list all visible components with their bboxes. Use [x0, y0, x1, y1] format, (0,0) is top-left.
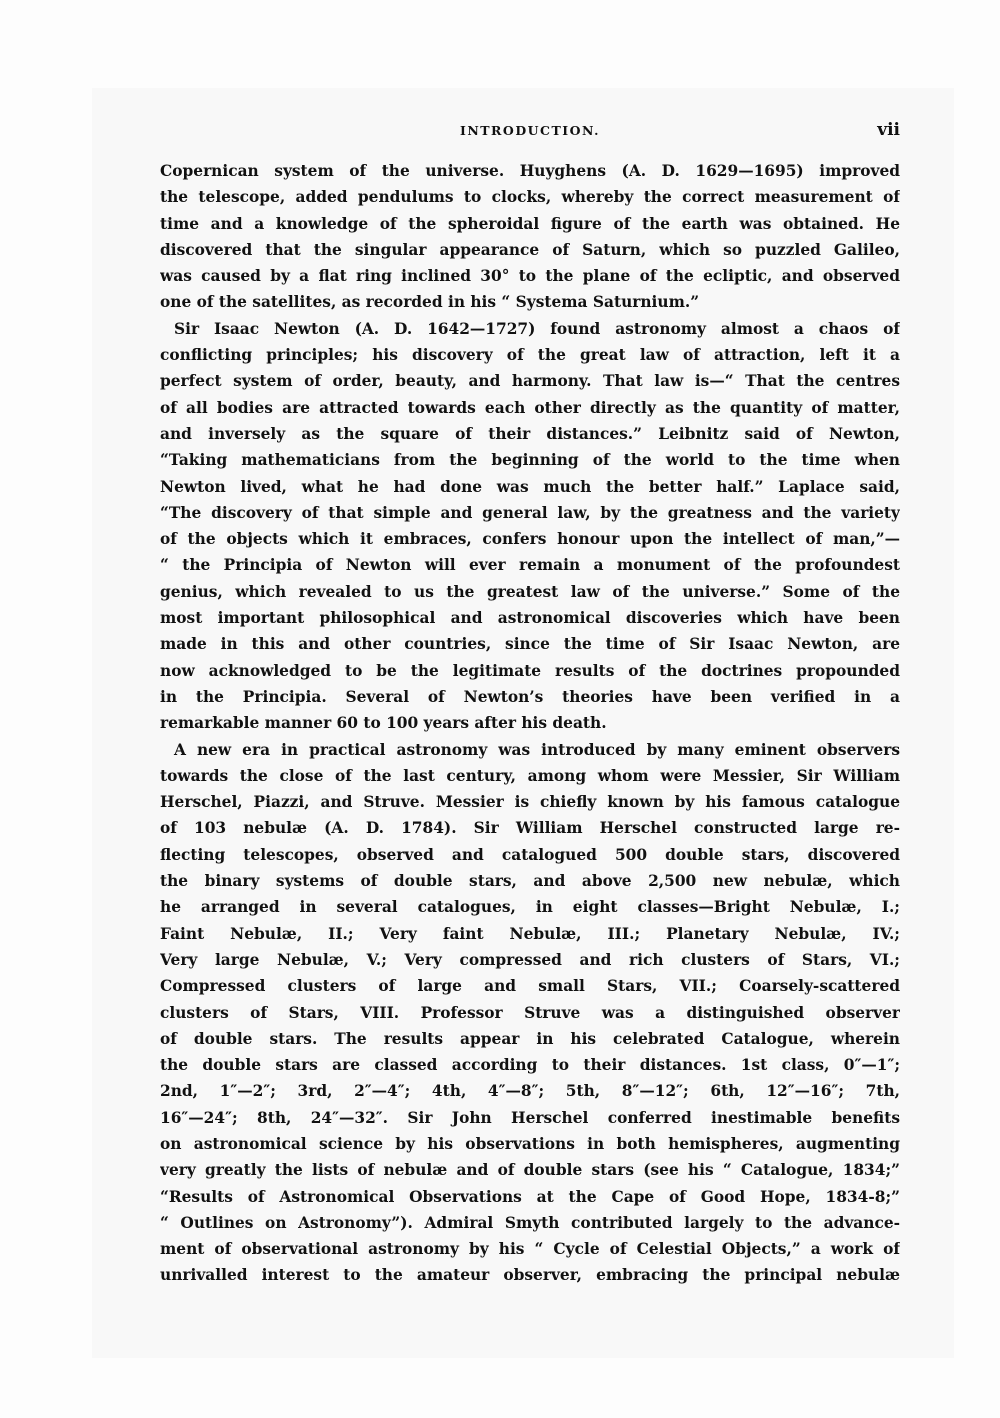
text-line: conflicting principles; his discovery of the great law of attraction, left it a: [160, 346, 900, 365]
text-line: the telescope, added pendulums to clocks, whereby the correct measurement of: [160, 188, 900, 207]
text-line: of double stars. The results appear in his celebrated Catalogue, wherein: [160, 1029, 900, 1048]
text-line: very greatly the lists of nebulæ and of double stars (see his “ Catalogue, 1834;”: [160, 1161, 900, 1180]
text-line: ment of observational astronomy by his “ Cycle of Celestial Objects,” a work of: [160, 1240, 900, 1259]
paragraph-huyghens: [160, 158, 900, 316]
text-line: and inversely as the square of their distances.” Leibnitz said of Newton,: [160, 424, 900, 443]
text-line: remarkable manner 60 to 100 years after his death.: [160, 714, 607, 733]
text-line: genius, which revealed to us the greatest law of the universe.” Some of the: [160, 582, 900, 601]
text-line: unrivalled interest to the amateur observer, embracing the principal nebulæ: [160, 1266, 900, 1285]
text-line: towards the close of the last century, among whom were Messier, Sir William: [160, 766, 900, 785]
page-header: [160, 120, 900, 142]
text-line: Newton lived, what he had done was much the better half.” Laplace said,: [160, 477, 900, 496]
text-line: “ the Principia of Newton will ever remain a monument of the profoundest: [160, 556, 900, 575]
text-line: one of the satellites, as recorded in his “ Systema Saturnium.”: [160, 293, 700, 312]
running-head: INTRODUCTION.: [459, 123, 601, 138]
text-line: made in this and other countries, since the time of Sir Isaac Newton, are: [160, 635, 900, 654]
paragraph-newton: [160, 316, 900, 737]
body-text: [160, 158, 900, 1289]
text-line: discovered that the singular appearance of Saturn, which so puzzled Galileo,: [160, 240, 900, 259]
text-line: Faint Nebulæ, II.; Very faint Nebulæ, III.; Planetary Nebulæ, IV.;: [160, 924, 900, 943]
text-line: “The discovery of that simple and general law, by the greatness and the variety: [160, 503, 900, 522]
text-line: of 103 nebulæ (A. D. 1784). Sir William Herschel constructed large re-: [160, 819, 900, 838]
text-line: most important philosophical and astronomical discoveries which have been: [160, 609, 900, 628]
text-line: of all bodies are attracted towards each other directly as the quantity of matter,: [160, 398, 900, 417]
text-line: was caused by a flat ring inclined 30° to the plane of the ecliptic, and observed: [160, 267, 900, 286]
text-line: Very large Nebulæ, V.; Very compressed and rich clusters of Stars, VI.;: [160, 950, 900, 969]
paragraph-new-era: [160, 737, 900, 1289]
text-line: Sir Isaac Newton (A. D. 1642—1727) found astronomy almost a chaos of: [174, 319, 900, 338]
text-line: the double stars are classed according to their distances. 1st class, 0″—1″;: [160, 1056, 900, 1075]
text-line: “ Outlines on Astronomy”). Admiral Smyth contributed largely to the advance-: [160, 1213, 900, 1232]
text-line: of the objects which it embraces, confers honour upon the intellect of man,”—: [160, 530, 900, 549]
text-line: “Taking mathematicians from the beginning of the world to the time when: [160, 451, 900, 470]
text-line: in the Principia. Several of Newton’s theories have been verified in a: [160, 687, 900, 706]
text-line: 16″—24″; 8th, 24″—32″. Sir John Herschel conferred inestimable benefits: [160, 1108, 900, 1127]
text-line: on astronomical science by his observations in both hemispheres, augmenting: [160, 1134, 900, 1153]
text-line: A new era in practical astronomy was introduced by many eminent observers: [174, 740, 900, 759]
text-line: Herschel, Piazzi, and Struve. Messier is chiefly known by his famous catalogue: [160, 793, 900, 812]
text-line: clusters of Stars, VIII. Professor Struve was a distinguished observer: [160, 1003, 900, 1022]
text-line: Copernican system of the universe. Huyghens (A. D. 1629—1695) improved: [160, 162, 900, 180]
page-number: vii: [877, 120, 900, 140]
text-line: he arranged in several catalogues, in eight classes—Bright Nebulæ, I.;: [160, 898, 900, 917]
text-line: flecting telescopes, observed and catalogued 500 double stars, discovered: [160, 845, 900, 864]
text-line: “Results of Astronomical Observations at the Cape of Good Hope, 1834-8;”: [160, 1187, 900, 1206]
text-line: 2nd, 1″—2″; 3rd, 2″—4″; 4th, 4″—8″; 5th, 8″—12″; 6th, 12″—16″; 7th,: [160, 1082, 900, 1101]
text-line: time and a knowledge of the spheroidal figure of the earth was obtained. He: [160, 214, 900, 233]
text-line: perfect system of order, beauty, and harmony. That law is—“ That the centres: [160, 372, 900, 391]
text-line: now acknowledged to be the legitimate results of the doctrines propounded: [160, 661, 900, 680]
text-line: Compressed clusters of large and small Stars, VII.; Coarsely-scattered: [160, 977, 900, 996]
text-line: the binary systems of double stars, and above 2,500 new nebulæ, which: [160, 872, 900, 891]
